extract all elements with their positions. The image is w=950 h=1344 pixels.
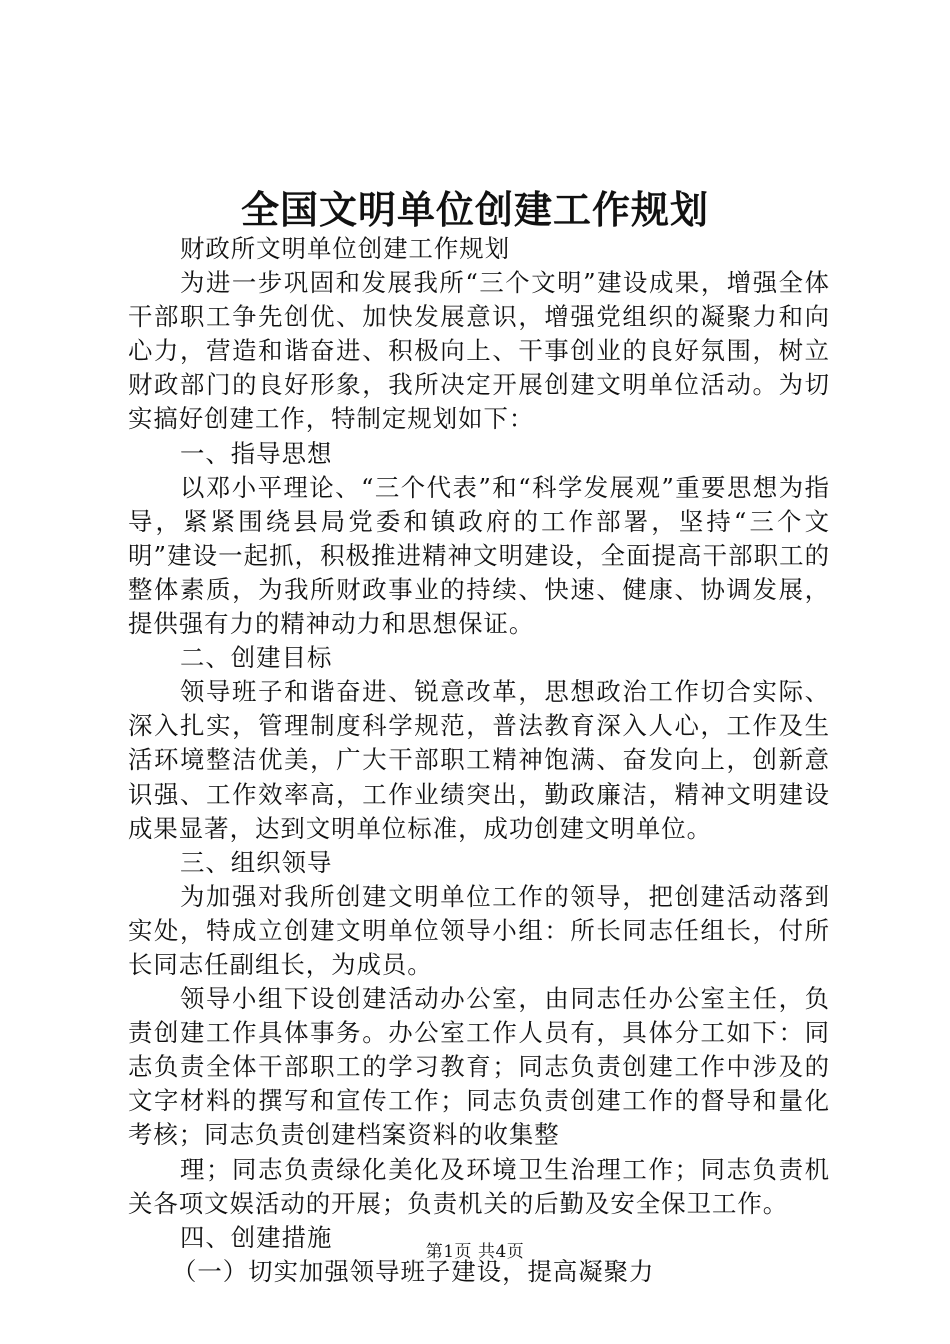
section-heading-guiding-ideology: 一、指导思想 bbox=[180, 438, 333, 468]
organization-paragraph-2: 领导小组下设创建活动办公室，由同志任办公室主任，负责创建工作具体事务。办公室工作人员有，具体分工如下：同志负责全体干部职工的学习教育；同志负责创建工作中涉及的文字材料的撰写和宣传工作；同志负责创建工作的督导和量化考核；同志负责创建档案资料的收集整 bbox=[128, 984, 830, 1150]
document-body bbox=[128, 232, 830, 1289]
organization-paragraph-1: 为加强对我所创建文明单位工作的领导，把创建活动落到实处，特成立创建文明单位领导小组：所长同志任组长，付所长同志任副组长，为成员。 bbox=[128, 881, 830, 979]
subtitle-paragraph: 财政所文明单位创建工作规划 bbox=[180, 234, 511, 263]
organization-paragraph-3: 理；同志负责绿化美化及环境卫生治理工作；同志负责机关各项文娱活动的开展；负责机关的后勤及安全保卫工作。 bbox=[128, 1154, 830, 1218]
measure-item-1: （一）切实加强领导班子建设，提高凝聚力 bbox=[172, 1256, 655, 1286]
guiding-ideology-paragraph: 以邓小平理论、“三个代表”和“科学发展观”重要思想为指导，紧紧围绕县局党委和镇政府的工作部署，坚持“三个文明”建设一起抓，积极推进精神文明建设，全面提高干部职工的整体素质，为我所财政事业的持续、快速、健康、协调发展，提供强有力的精神动力和思想保证。 bbox=[128, 472, 830, 639]
page-footer: 第1页 共4页 bbox=[425, 1242, 525, 1262]
section-heading-organization: 三、组织领导 bbox=[180, 847, 333, 877]
section-heading-goals: 二、创建目标 bbox=[180, 643, 333, 673]
section-heading-measures: 四、创建措施 bbox=[180, 1222, 333, 1252]
intro-paragraph: 为进一步巩固和发展我所“三个文明”建设成果，增强全体干部职工争先创优、加快发展意识，增强党组织的凝聚力和向心力，营造和谐奋进、积极向上、干事创业的良好氛围，树立财政部门的良好形象，我所决定开展创建文明单位活动。为切实搞好创建工作，特制定规划如下： bbox=[128, 268, 830, 434]
document-title: 全国文明单位创建工作规划 bbox=[240, 188, 709, 232]
goals-paragraph: 领导班子和谐奋进、锐意改革，思想政治工作切合实际、深入扎实，管理制度科学规范，普法教育深入人心，工作及生活环境整洁优美，广大干部职工精神饱满、奋发向上，创新意识强、工作效率高，工作业绩突出，勤政廉洁，精神文明建设成果显著，达到文明单位标准，成功创建文明单位。 bbox=[128, 677, 830, 843]
